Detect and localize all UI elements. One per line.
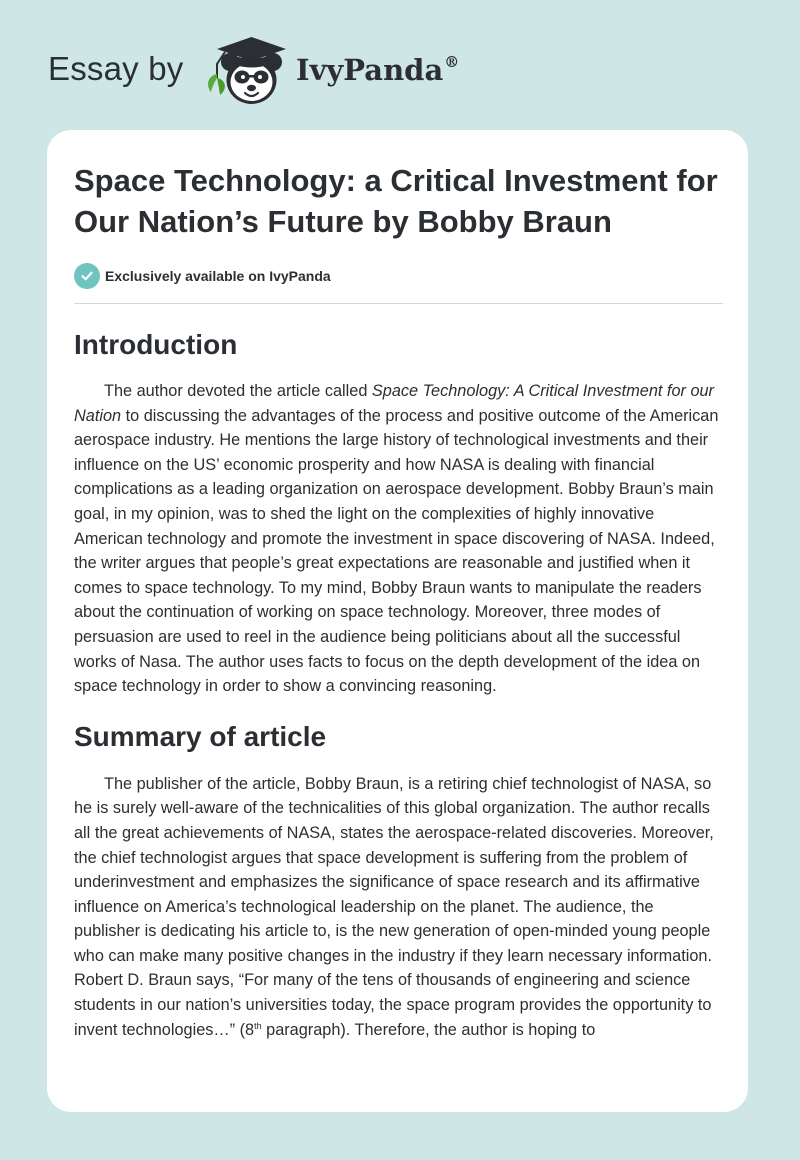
- brand-name-text: IvyPanda: [296, 53, 444, 87]
- brand-header: [48, 34, 468, 112]
- brand-prefix: Essay by: [48, 50, 184, 87]
- exclusive-badge-label: Exclusively available on IvyPanda: [105, 268, 331, 284]
- title-divider: [74, 303, 723, 304]
- ordinal-suffix: th: [254, 1020, 262, 1031]
- essay-card: [47, 130, 748, 1112]
- summary-paragraph: [74, 772, 724, 1043]
- section-heading-summary: Summary of article: [74, 720, 327, 752]
- exclusive-badge: [74, 262, 724, 290]
- page-title: Space Technology: a Critical Investment for Our Nation’s Future by Bobby Braun: [74, 163, 718, 239]
- summary-text-rest: paragraph). Therefore, the author is hoping to: [261, 1020, 596, 1039]
- essay-content: [74, 160, 724, 1042]
- brand-name[interactable]: [296, 53, 459, 87]
- intro-text-rest: to discussing the advantages of the process and positive outcome of the American aerospace industry. He mentions the large history of technological investments and their influence on the US’ economic prosperity and how NASA is dealing with financial complications as a leading organization on aerospace development. Bobby Braun’s main goal, in my opinion, was to shed the light on the complexities of highly innovative American technology and promote the investment in space discovering of NASA. Indeed, the writer argues that people’s great expectations are reasonable and justified when it comes to space technology. To my mind, Bobby Braun wants to manipulate the readers about the continuation of working on space technology. Moreover, three modes of persuasion are used to reel in the audience being politicians about all the successful works of Nasa. The author uses facts to focus on the depth development of the idea on space technology in order to show a convincing reasoning.: [74, 406, 719, 696]
- section-heading-introduction: Introduction: [74, 329, 238, 360]
- check-circle-icon: [74, 263, 100, 289]
- introduction-paragraph: [74, 379, 724, 699]
- registered-mark: ®: [444, 53, 460, 71]
- intro-article-title: Space Technology: A Critical Investment for our Nation: [74, 382, 714, 425]
- panda-graduation-cap-logo[interactable]: [203, 34, 293, 110]
- summary-text-start: The publisher of the article, Bobby Braun, is a retiring chief technologist of NASA, so he is surely well-aware of the technicalities of this global organization. The author recalls all the great achievements of NASA, states the aerospace-related discoveries. Moreover, the chief technologist argues that space development is suffering from the problem of underinvestment and emphasizes the significance of space research and its affirmative influence on America’s technological leadership on the planet. The audience, the publisher is dedicating his article to, is the new generation of open-minded young people who can make many positive changes in the industry if they learn necessary information. Robert D. Braun says, “For many of the tens of thousands of engineering and science students in our nation’s universities today, the space program provides the opportunity to invent technologies…” (8: [74, 774, 714, 1039]
- intro-text-start: The author devoted the article called: [104, 382, 372, 400]
